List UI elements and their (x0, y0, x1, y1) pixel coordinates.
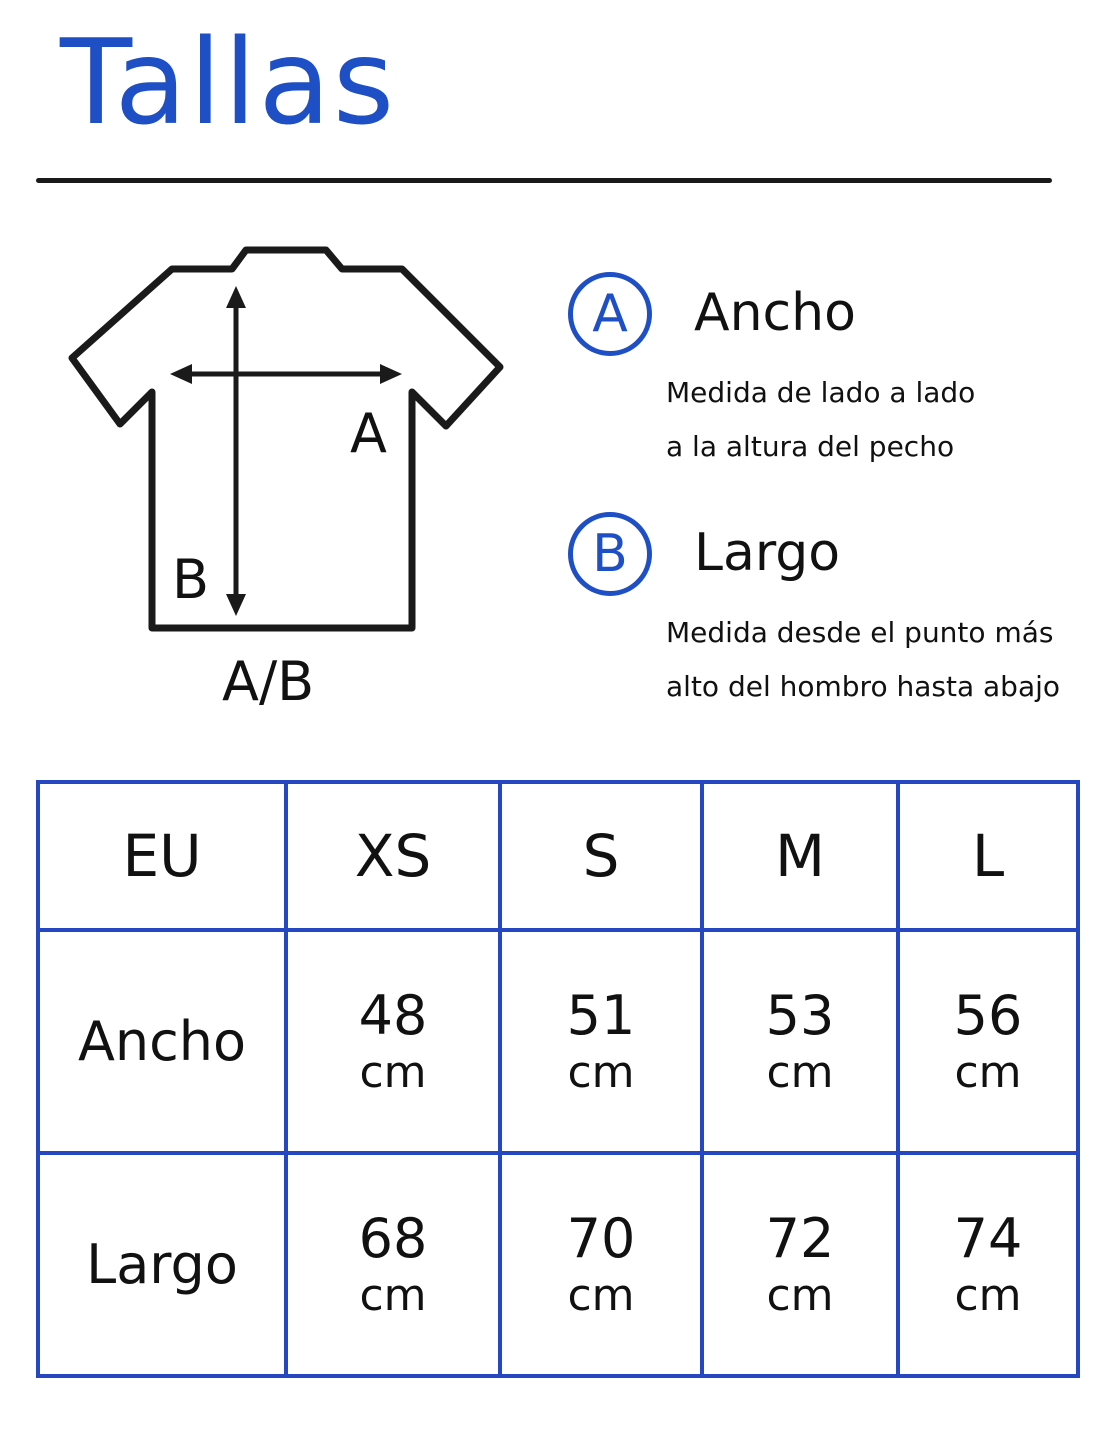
table-cell (702, 1153, 898, 1376)
width-arrow (170, 364, 402, 384)
table-row (38, 930, 1078, 1153)
label-a: A (350, 402, 387, 465)
diagram-caption: A/B (222, 650, 315, 713)
shirt-outline (72, 250, 500, 628)
page-title: Tallas (60, 13, 397, 151)
legend-description-largo: Medida desde el punto más alto del hombro hasta abajo (666, 616, 1061, 703)
size-table (36, 780, 1080, 1378)
cell-unit: cm (359, 1046, 427, 1098)
cell-value: 53 (765, 983, 835, 1047)
row-label-largo: Largo (38, 1153, 286, 1376)
header-cell-l: L (898, 782, 1078, 930)
legend-title-largo: Largo (694, 523, 841, 583)
legend-title-ancho: Ancho (694, 283, 856, 343)
cell-unit: cm (567, 1046, 635, 1098)
table-cell (286, 1153, 500, 1376)
cell-unit: cm (766, 1269, 834, 1321)
table-cell (286, 930, 500, 1153)
cell-unit: cm (954, 1269, 1022, 1321)
table-cell (500, 930, 702, 1153)
cell-unit: cm (567, 1269, 635, 1321)
shirt-diagram (60, 240, 520, 720)
table-row (38, 1153, 1078, 1376)
length-arrow (226, 286, 246, 616)
title-divider (36, 178, 1052, 183)
table-cell (898, 930, 1078, 1153)
table-cell (702, 930, 898, 1153)
table-cell (500, 1153, 702, 1376)
legend-badge-a: A (568, 272, 652, 356)
row-label-ancho: Ancho (38, 930, 286, 1153)
cell-unit: cm (954, 1046, 1022, 1098)
cell-value: 70 (566, 1206, 636, 1270)
header-cell-s: S (500, 782, 702, 930)
header-cell-m: M (702, 782, 898, 930)
cell-value: 74 (953, 1206, 1023, 1270)
table-cell (898, 1153, 1078, 1376)
label-b: B (172, 548, 210, 611)
cell-value: 48 (358, 983, 428, 1047)
cell-value: 56 (953, 983, 1023, 1047)
legend-description-ancho: Medida de lado a lado a la altura del pecho (666, 376, 976, 463)
header-cell-xs: XS (286, 782, 500, 930)
cell-value: 72 (765, 1206, 835, 1270)
cell-unit: cm (359, 1269, 427, 1321)
legend-badge-b: B (568, 512, 652, 596)
cell-value: 68 (358, 1206, 428, 1270)
cell-value: 51 (566, 983, 636, 1047)
header-cell-eu: EU (38, 782, 286, 930)
table-header-row (38, 782, 1078, 930)
cell-unit: cm (766, 1046, 834, 1098)
